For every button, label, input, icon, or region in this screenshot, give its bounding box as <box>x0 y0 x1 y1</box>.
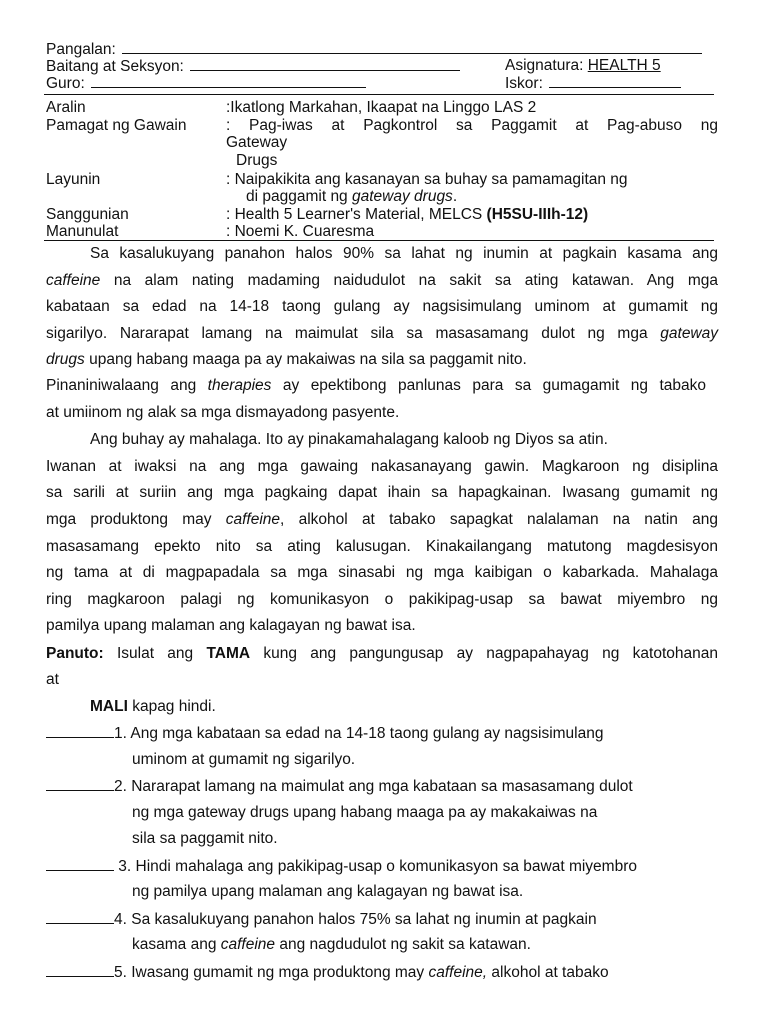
manunulat-value: : Noemi K. Cuaresma <box>226 223 375 240</box>
item-line: 1. Ang mga kabataan sa edad na 14-18 taong gulang ay nagsisimulang <box>46 724 603 743</box>
item-line: 2. Nararapat lamang na maimulat ang mga kabataan sa masasamang dulot <box>46 777 633 796</box>
name-field[interactable] <box>122 40 702 54</box>
answer-blank[interactable] <box>46 963 114 977</box>
score-label: Iskor: <box>505 75 543 92</box>
answer-blank[interactable] <box>46 910 114 924</box>
teacher-field[interactable] <box>91 74 366 88</box>
aralin-label: Aralin <box>46 99 86 116</box>
sanggunian-value: : Health 5 Learner's Material, MELCS (H5SU-IIIh-12) <box>226 206 589 223</box>
item-line: uminom at gumamit ng sigarilyo. <box>132 751 356 768</box>
grade-section-row <box>46 57 460 75</box>
subject-value: HEALTH 5 <box>587 57 661 74</box>
p2-line: Ang buhay ay mahalaga. Ito ay pinakamahalagang kaloob ng Diyos sa atin. <box>90 431 608 448</box>
p1-line: Sa kasalukuyang panahon halos 90% sa lahat ng inumin at pagkain kasama ang <box>90 245 718 262</box>
name-label: Pangalan: <box>46 41 116 58</box>
p1-line: at umiinom ng alak sa mga dismayadong pasyente. <box>46 404 400 421</box>
p2-line: masasamang epekto nito sa ating kalusugan. Kinakailangang matutong magdesisyon <box>46 538 718 555</box>
subject-row <box>505 57 661 74</box>
subject-label: Asignatura: <box>505 57 584 74</box>
pamagat-value-line1: : Pag-iwas at Pagkontrol sa Paggamit at Pag-abuso ng <box>226 117 718 134</box>
layunin-value-line1: : Naipakikita ang kasanayan sa buhay sa pamamagitan ng <box>226 171 628 188</box>
grade-section-field[interactable] <box>190 57 460 71</box>
layunin-value-line2: di paggamit ng gateway drugs. <box>246 188 458 205</box>
item-line: 4. Sa kasalukuyang panahon halos 75% sa lahat ng inumin at pagkain <box>46 910 597 929</box>
p2-line: pamilya upang malaman ang kalagayan ng bawat isa. <box>46 617 416 634</box>
name-row <box>46 40 702 58</box>
score-row <box>505 74 681 92</box>
teacher-label: Guro: <box>46 75 85 92</box>
pamagat-label: Pamagat ng Gawain <box>46 117 187 134</box>
p1-line: Pinaniniwalaang ang therapies ay epektibong panlunas para sa gumagamit ng tabako <box>46 377 706 394</box>
answer-blank[interactable] <box>46 857 114 871</box>
p1-line: caffeine na alam nating madaming naidudulot na sakit sa ating katawan. Ang mga <box>46 272 718 289</box>
pamagat-value-line3: Drugs <box>236 152 278 169</box>
layunin-label: Layunin <box>46 171 101 188</box>
answer-blank[interactable] <box>46 777 114 791</box>
instruction-line: Panuto: Isulat ang TAMA kung ang pangungusap ay nagpapahayag ng katotohanan <box>46 645 718 662</box>
p2-line: Iwanan at iwaksi na ang mga gawaing nakasanayang gawin. Magkaroon ng disiplina <box>46 458 718 475</box>
score-field[interactable] <box>549 74 681 88</box>
manunulat-label: Manunulat <box>46 223 119 240</box>
teacher-row <box>46 74 366 92</box>
header-rule-bottom <box>44 240 714 241</box>
p2-line: sa sarili at suriin ang mga pagkaing dapat ihain sa hapagkainan. Iwasang gumamit ng <box>46 484 718 501</box>
instruction-line: MALI kapag hindi. <box>90 698 216 715</box>
p1-line: sigarilyo. Nararapat lamang na maimulat sila sa masasamang dulot ng mga gateway <box>46 325 718 342</box>
item-line: ng pamilya upang malaman ang kalagayan ng bawat isa. <box>132 883 524 900</box>
melc-code: (H5SU-IIIh-12) <box>486 206 589 223</box>
header-rule-top <box>44 94 714 95</box>
item-line: ng mga gateway drugs upang habang maaga pa ay makakaiwas na <box>132 804 598 821</box>
item-line: sila sa paggamit nito. <box>132 830 278 847</box>
answer-blank[interactable] <box>46 724 114 738</box>
aralin-value: :Ikatlong Markahan, Ikaapat na Linggo LAS 2 <box>226 99 537 116</box>
p1-line: drugs upang habang maaga pa ay makaiwas na sila sa paggamit nito. <box>46 351 527 368</box>
p2-line: mga produktong may caffeine, alkohol at tabako sapagkat nalalaman na natin ang <box>46 511 719 528</box>
item-line: kasama ang caffeine ang nagdudulot ng sakit sa katawan. <box>132 936 531 953</box>
pamagat-value-line2: Gateway <box>226 134 288 151</box>
item-line: 5. Iwasang gumamit ng mga produktong may caffeine, alkohol at tabako <box>46 963 609 982</box>
p2-line: ring magkaroon palagi ng komunikasyon o pakikipag-usap sa bawat miyembro ng <box>46 591 718 608</box>
p1-line: kabataan sa edad na 14-18 taong gulang ay nagsisimulang uminom at gumamit ng <box>46 298 718 315</box>
grade-section-label: Baitang at Seksyon: <box>46 58 184 75</box>
item-line: 3. Hindi mahalaga ang pakikipag-usap o komunikasyon sa bawat miyembro <box>46 857 637 876</box>
instruction-line: at <box>46 671 59 688</box>
sanggunian-label: Sanggunian <box>46 206 129 223</box>
p2-line: ng tama at di magpapadala sa mga sinasabi ng mga kaibigan o kabarkada. Mahalaga <box>46 564 718 581</box>
panuto-label: Panuto: <box>46 645 104 662</box>
